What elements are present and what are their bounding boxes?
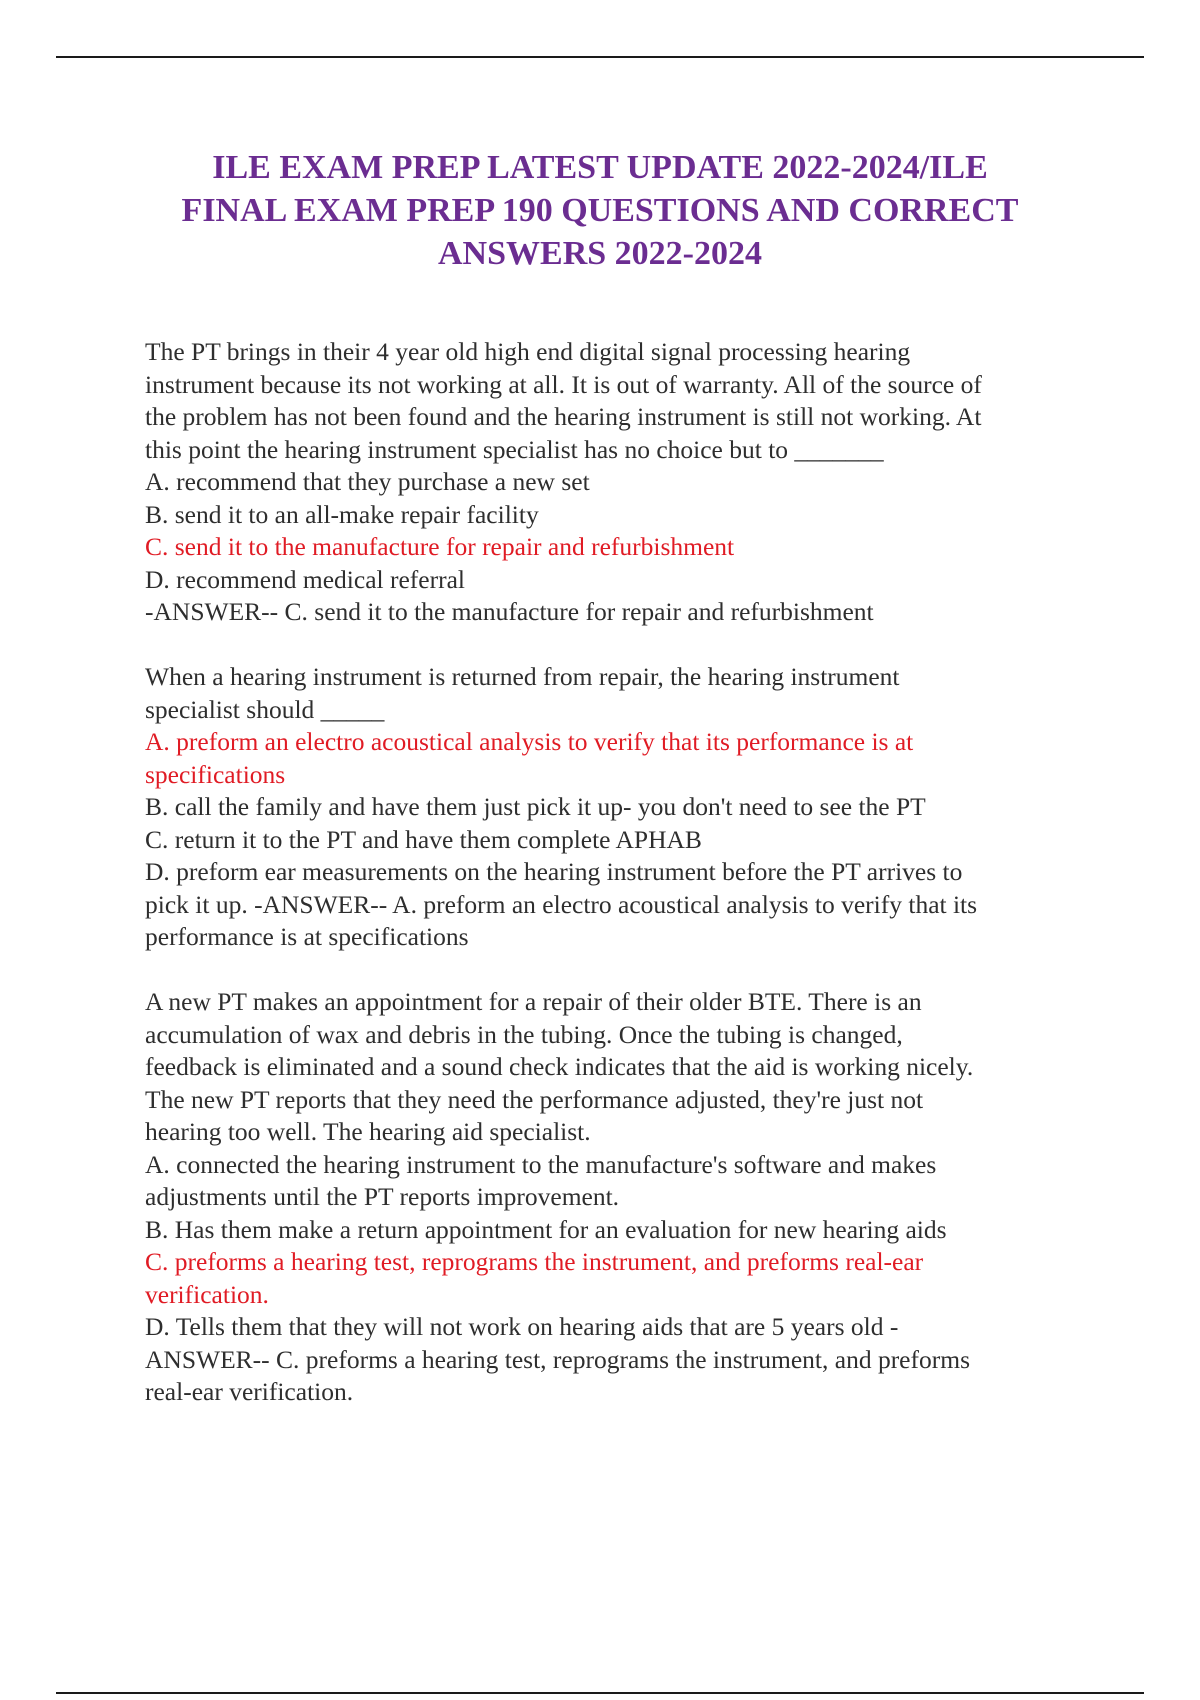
question-text-line: B. call the family and have them just pick it up- you don't need to see the PT <box>145 792 926 821</box>
document-title <box>120 146 1080 275</box>
question-text-line: instrument because its not working at all. It is out of warranty. All of the source of <box>145 369 982 399</box>
question-text-line: A new PT makes an appointment for a repair of their older BTE. There is an <box>145 987 922 1016</box>
question-text-line: adjustments until the PT reports improvement. <box>145 1182 620 1211</box>
question-text-line: real-ear verification. <box>145 1377 354 1406</box>
question-text-line: D. preform ear measurements on the hearing instrument before the PT arrives to <box>145 857 963 886</box>
questions-body <box>145 336 1085 1409</box>
question-text-line: performance is at specifications <box>145 922 469 951</box>
question-text-line: C. return it to the PT and have them complete APHAB <box>145 824 702 854</box>
question-text-line: A. connected the hearing instrument to the manufacture's software and makes <box>145 1149 937 1179</box>
question-text-line: B. Has them make a return appointment for an evaluation for new hearing aids <box>145 1214 947 1244</box>
question-text-line: The new PT reports that they need the performance adjusted, they're just not <box>145 1084 924 1114</box>
question-text-line: hearing too well. The hearing aid specialist. <box>145 1117 591 1146</box>
question-block <box>145 336 1085 629</box>
question-text-line: the problem has not been found and the hearing instrument is still not working. At <box>145 402 982 431</box>
correct-answer-line: verification. <box>145 1279 269 1309</box>
question-block <box>145 986 1085 1409</box>
title-line: ILE EXAM PREP LATEST UPDATE 2022-2024/ILE <box>212 149 988 186</box>
correct-answer-line: A. preform an electro acoustical analysis to verify that its performance is at <box>145 727 914 756</box>
question-text-line: ANSWER-- C. preforms a hearing test, reprograms the instrument, and preforms <box>145 1344 970 1374</box>
correct-answer-line: C. send it to the manufacture for repair and refurbishment <box>145 532 735 561</box>
question-block <box>145 661 1085 954</box>
question-text-line: feedback is eliminated and a sound check indicates that the aid is working nicely. <box>145 1052 974 1081</box>
top-rule <box>56 56 1144 58</box>
correct-answer-line: specifications <box>145 759 286 789</box>
question-text-line: B. send it to an all-make repair facility <box>145 499 539 529</box>
title-line: FINAL EXAM PREP 190 QUESTIONS AND CORRECT <box>181 192 1019 229</box>
question-text-line: this point the hearing instrument specialist has no choice but to _______ <box>145 434 884 464</box>
correct-answer-line: C. preforms a hearing test, reprograms the instrument, and preforms real-ear <box>145 1247 924 1276</box>
bottom-rule <box>56 1692 1144 1694</box>
question-text-line: -ANSWER-- C. send it to the manufacture for repair and refurbishment <box>145 597 874 626</box>
question-text-line: When a hearing instrument is returned from repair, the hearing instrument <box>145 662 900 691</box>
title-line: ANSWERS 2022-2024 <box>438 235 762 272</box>
question-text-line: A. recommend that they purchase a new set <box>145 467 590 496</box>
question-separator <box>145 954 1085 987</box>
question-text-line: specialist should _____ <box>145 694 385 724</box>
question-text-line: D. recommend medical referral <box>145 564 465 594</box>
question-text-line: D. Tells them that they will not work on hearing aids that are 5 years old - <box>145 1312 899 1341</box>
question-text-line: accumulation of wax and debris in the tubing. Once the tubing is changed, <box>145 1019 903 1049</box>
question-separator <box>145 629 1085 662</box>
question-text-line: The PT brings in their 4 year old high end digital signal processing hearing <box>145 337 911 366</box>
question-text-line: pick it up. -ANSWER-- A. preform an electro acoustical analysis to verify that its <box>145 889 978 919</box>
